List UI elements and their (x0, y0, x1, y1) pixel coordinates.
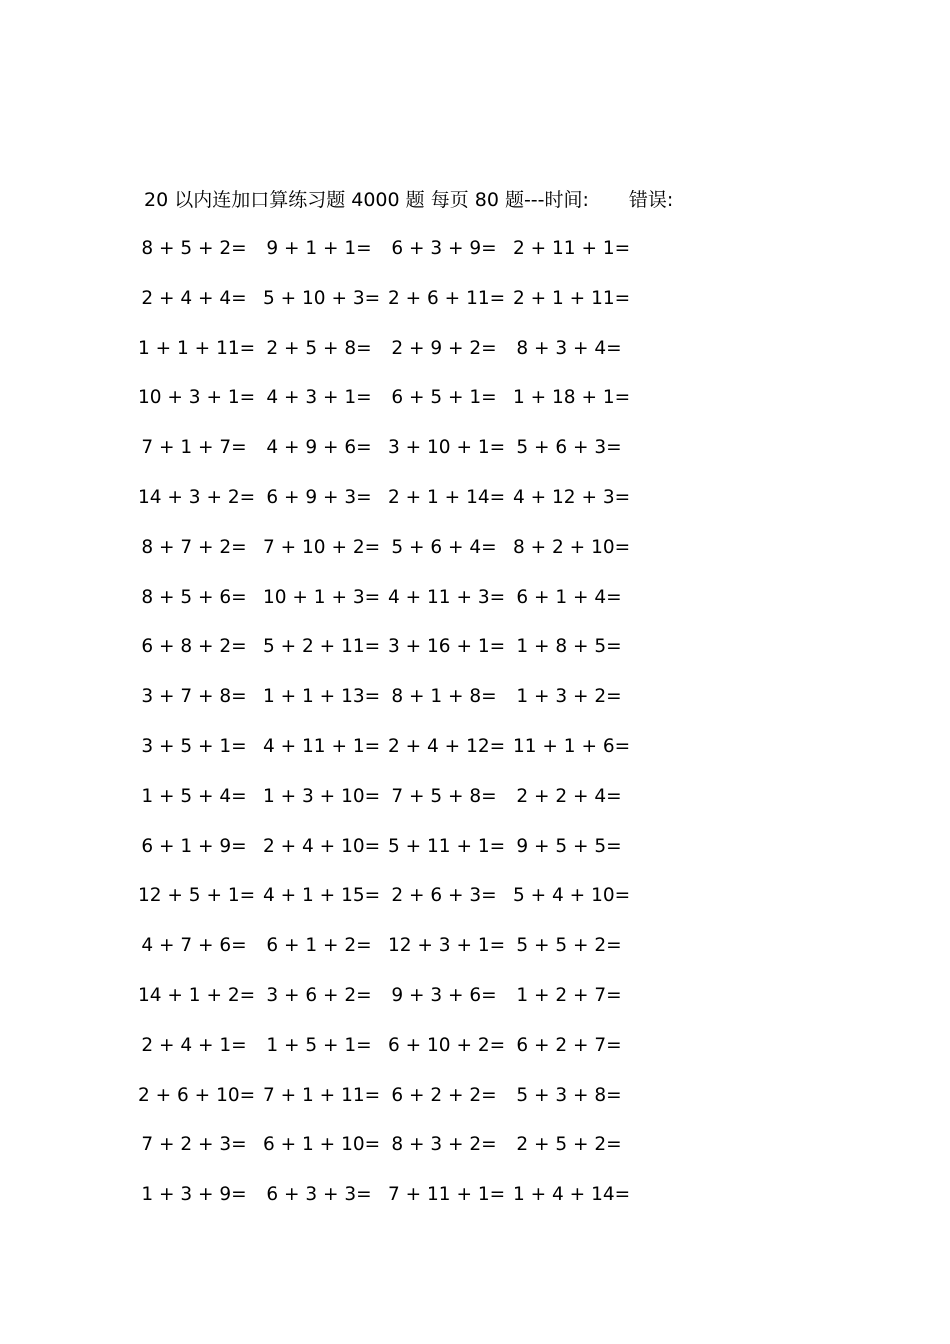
problem-item: 5 + 6 + 4= (391, 536, 497, 558)
problem-item: 10 + 1 + 3= (263, 586, 381, 608)
problem-row (138, 981, 644, 1031)
problem-item: 1 + 3 + 9= (141, 1184, 247, 1206)
problem-item: 6 + 1 + 9= (141, 835, 247, 857)
problem-item: 7 + 11 + 1= (388, 1184, 506, 1206)
problem-item: 2 + 4 + 12= (388, 735, 506, 757)
problem-item: 5 + 3 + 8= (516, 1084, 622, 1106)
problem-item: 2 + 6 + 3= (391, 885, 497, 907)
problem-item: 2 + 5 + 2= (516, 1134, 622, 1156)
problem-row (141, 632, 644, 682)
problem-item: 4 + 3 + 1= (266, 387, 372, 409)
problem-item: 5 + 11 + 1= (388, 835, 506, 857)
worksheet-header (144, 186, 673, 214)
problem-item: 6 + 3 + 9= (391, 238, 497, 259)
problem-item: 5 + 4 + 10= (513, 885, 631, 907)
problem-item: 7 + 5 + 8= (391, 785, 497, 807)
problem-item: 6 + 1 + 4= (516, 586, 622, 608)
problem-row (141, 234, 644, 284)
problem-item: 14 + 1 + 2= (138, 984, 256, 1006)
problem-row (141, 931, 644, 981)
problem-item: 6 + 1 + 2= (266, 935, 372, 957)
problem-item: 4 + 11 + 1= (263, 735, 381, 757)
problem-item: 8 + 5 + 2= (141, 238, 247, 259)
problem-row (138, 1081, 644, 1131)
problem-item: 1 + 3 + 2= (516, 686, 622, 708)
problem-item: 7 + 1 + 11= (263, 1084, 381, 1106)
problem-item: 12 + 3 + 1= (388, 935, 506, 957)
problem-item: 4 + 12 + 3= (513, 486, 631, 508)
problem-row (141, 533, 644, 583)
problem-row (141, 832, 644, 882)
problem-item: 8 + 1 + 8= (391, 686, 497, 708)
problem-item: 6 + 1 + 10= (263, 1134, 381, 1156)
problem-item: 3 + 16 + 1= (388, 636, 506, 658)
problem-item: 4 + 7 + 6= (141, 935, 247, 957)
problem-item: 9 + 5 + 5= (516, 835, 622, 857)
problem-row (141, 1180, 644, 1230)
problem-item: 5 + 6 + 3= (516, 437, 622, 459)
problem-item: 1 + 5 + 1= (266, 1034, 372, 1056)
problem-item: 1 + 1 + 13= (263, 686, 381, 708)
problem-row (141, 782, 644, 832)
problem-item: 7 + 2 + 3= (141, 1134, 247, 1156)
problem-item: 9 + 1 + 1= (266, 238, 372, 259)
problem-row (138, 383, 644, 433)
problem-item: 2 + 4 + 4= (141, 287, 247, 309)
problem-item: 6 + 2 + 2= (391, 1084, 497, 1106)
problem-item: 1 + 3 + 10= (263, 785, 381, 807)
problem-item: 1 + 1 + 11= (138, 337, 256, 359)
problem-item: 12 + 5 + 1= (138, 885, 256, 907)
problem-row (141, 433, 644, 483)
problem-item: 3 + 5 + 1= (141, 735, 247, 757)
problem-item: 1 + 2 + 7= (516, 984, 622, 1006)
problem-item: 4 + 11 + 3= (388, 586, 506, 608)
problem-row (141, 583, 644, 633)
problem-item: 7 + 1 + 7= (141, 437, 247, 459)
problem-row (138, 881, 644, 931)
problem-item: 2 + 1 + 14= (388, 486, 506, 508)
problem-row (141, 682, 644, 732)
problem-row (138, 483, 644, 533)
problem-item: 2 + 6 + 11= (388, 287, 506, 309)
problem-row (141, 1031, 644, 1081)
problem-item: 4 + 9 + 6= (266, 437, 372, 459)
problem-item: 14 + 3 + 2= (138, 486, 256, 508)
problem-row (141, 284, 644, 334)
problem-item: 1 + 4 + 14= (513, 1184, 631, 1206)
problem-item: 10 + 3 + 1= (138, 387, 256, 409)
problem-item: 6 + 10 + 2= (388, 1034, 506, 1056)
problem-item: 8 + 3 + 4= (516, 337, 622, 359)
problem-item: 5 + 10 + 3= (263, 287, 381, 309)
problem-item: 5 + 2 + 11= (263, 636, 381, 658)
problem-item: 4 + 1 + 15= (263, 885, 381, 907)
problem-item: 8 + 2 + 10= (513, 536, 631, 558)
problem-item: 8 + 5 + 6= (141, 586, 247, 608)
problem-item: 1 + 8 + 5= (516, 636, 622, 658)
problem-item: 2 + 4 + 10= (263, 835, 381, 857)
problem-item: 6 + 2 + 7= (516, 1034, 622, 1056)
problem-item: 2 + 4 + 1= (141, 1034, 247, 1056)
problem-item: 3 + 7 + 8= (141, 686, 247, 708)
problem-grid (138, 234, 644, 1230)
problem-item: 5 + 5 + 2= (516, 935, 622, 957)
problem-item: 6 + 9 + 3= (266, 486, 372, 508)
problem-item: 7 + 10 + 2= (263, 536, 381, 558)
problem-item: 9 + 3 + 6= (391, 984, 497, 1006)
problem-item: 6 + 3 + 3= (266, 1184, 372, 1206)
problem-item: 2 + 2 + 4= (516, 785, 622, 807)
problem-row (141, 732, 644, 782)
problem-item: 2 + 9 + 2= (391, 337, 497, 359)
problem-item: 2 + 6 + 10= (138, 1084, 256, 1106)
problem-item: 2 + 1 + 11= (513, 287, 631, 309)
problem-item: 1 + 5 + 4= (141, 785, 247, 807)
problem-item: 1 + 18 + 1= (513, 387, 631, 409)
problem-item: 6 + 8 + 2= (141, 636, 247, 658)
problem-item: 2 + 5 + 8= (266, 337, 372, 359)
errors-label: 错误: (628, 189, 674, 211)
problem-row (141, 1130, 644, 1180)
problem-item: 3 + 6 + 2= (266, 984, 372, 1006)
problem-item: 3 + 10 + 1= (388, 437, 506, 459)
problem-row (138, 334, 644, 384)
problem-item: 8 + 7 + 2= (141, 536, 247, 558)
worksheet-title: 20 以内连加口算练习题 4000 题 每页 80 题---时间: (144, 189, 589, 211)
problem-item: 11 + 1 + 6= (513, 735, 631, 757)
problem-item: 8 + 3 + 2= (391, 1134, 497, 1156)
problem-item: 2 + 11 + 1= (513, 238, 631, 259)
problem-item: 6 + 5 + 1= (391, 387, 497, 409)
